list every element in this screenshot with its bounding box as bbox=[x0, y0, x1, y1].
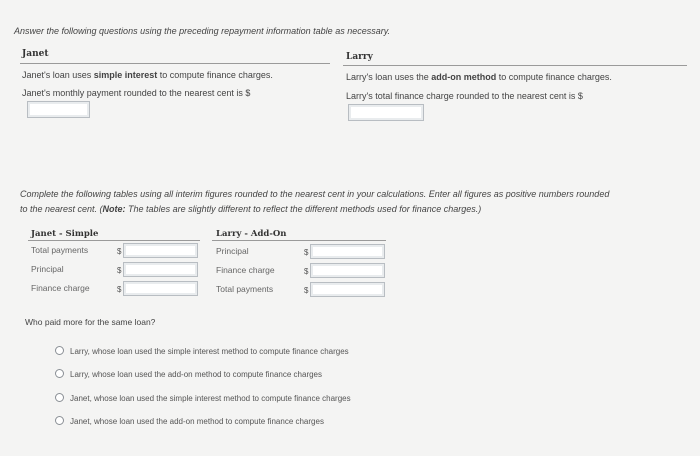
larry-table-title: Larry - Add-On bbox=[216, 229, 287, 239]
larry-row-total-payments-label: Total payments bbox=[216, 284, 274, 294]
option-label-0[interactable]: Larry, whose loan used the simple interest method to compute finance charges bbox=[70, 347, 349, 356]
currency-sign: $ bbox=[117, 285, 122, 294]
currency-sign: $ bbox=[117, 247, 122, 256]
larry-table-divider bbox=[212, 240, 386, 241]
janet-finance-charge-input[interactable] bbox=[123, 281, 198, 296]
larry-method-text: Larry's loan uses the add-on method to compute finance charges. bbox=[346, 72, 612, 82]
tables-instructions-line1: Complete the following tables using all interim figures rounded to the nearest cent in your calculations. Enter all figures as positive numbers rounded bbox=[20, 189, 610, 199]
janet-row-total-payments-label: Total payments bbox=[31, 245, 89, 255]
janet-total-payments-input[interactable] bbox=[123, 243, 198, 258]
currency-sign: $ bbox=[117, 266, 122, 275]
janet-table-title: Janet - Simple bbox=[31, 229, 99, 239]
larry-total-payments-input[interactable] bbox=[310, 282, 385, 297]
larry-principal-input[interactable] bbox=[310, 244, 385, 259]
currency-sign: $ bbox=[304, 267, 309, 276]
janet-principal-input[interactable] bbox=[123, 262, 198, 277]
larry-heading: Larry bbox=[346, 52, 373, 62]
question-text: Who paid more for the same loan? bbox=[25, 317, 156, 327]
janet-heading: Janet bbox=[22, 49, 49, 59]
janet-method-text: Janet's loan uses simple interest to compute finance charges. bbox=[22, 70, 273, 80]
option-radio-1[interactable] bbox=[55, 369, 64, 378]
option-label-3[interactable]: Janet, whose loan used the add-on method to compute finance charges bbox=[70, 417, 324, 426]
option-radio-0[interactable] bbox=[55, 346, 64, 355]
option-label-1[interactable]: Larry, whose loan used the add-on method to compute finance charges bbox=[70, 370, 323, 379]
top-instructions: Answer the following questions using the preceding repayment information table as necessary. bbox=[14, 26, 391, 36]
option-radio-3[interactable] bbox=[55, 416, 64, 425]
janet-row-principal-label: Principal bbox=[31, 264, 64, 274]
larry-finance-charge-table-input[interactable] bbox=[310, 263, 385, 278]
tables-instructions-line2: to the nearest cent. (Note: The tables are slightly different to reflect the different methods used for finance charges.) bbox=[20, 204, 482, 214]
larry-row-finance-charge-label: Finance charge bbox=[216, 265, 275, 275]
currency-sign: $ bbox=[304, 286, 309, 295]
option-radio-2[interactable] bbox=[55, 393, 64, 402]
janet-monthly-payment-input[interactable] bbox=[27, 101, 90, 118]
larry-finance-charge-input[interactable] bbox=[348, 104, 424, 121]
janet-table-divider bbox=[28, 240, 200, 241]
larry-row-principal-label: Principal bbox=[216, 246, 249, 256]
larry-finance-question: Larry's total finance charge rounded to the nearest cent is $ bbox=[346, 91, 583, 101]
janet-divider bbox=[20, 63, 330, 64]
janet-row-finance-charge-label: Finance charge bbox=[31, 283, 90, 293]
larry-divider bbox=[343, 65, 687, 66]
janet-payment-question: Janet's monthly payment rounded to the nearest cent is $ bbox=[22, 88, 251, 98]
option-label-2[interactable]: Janet, whose loan used the simple interest method to compute finance charges bbox=[70, 394, 351, 403]
currency-sign: $ bbox=[304, 248, 309, 257]
